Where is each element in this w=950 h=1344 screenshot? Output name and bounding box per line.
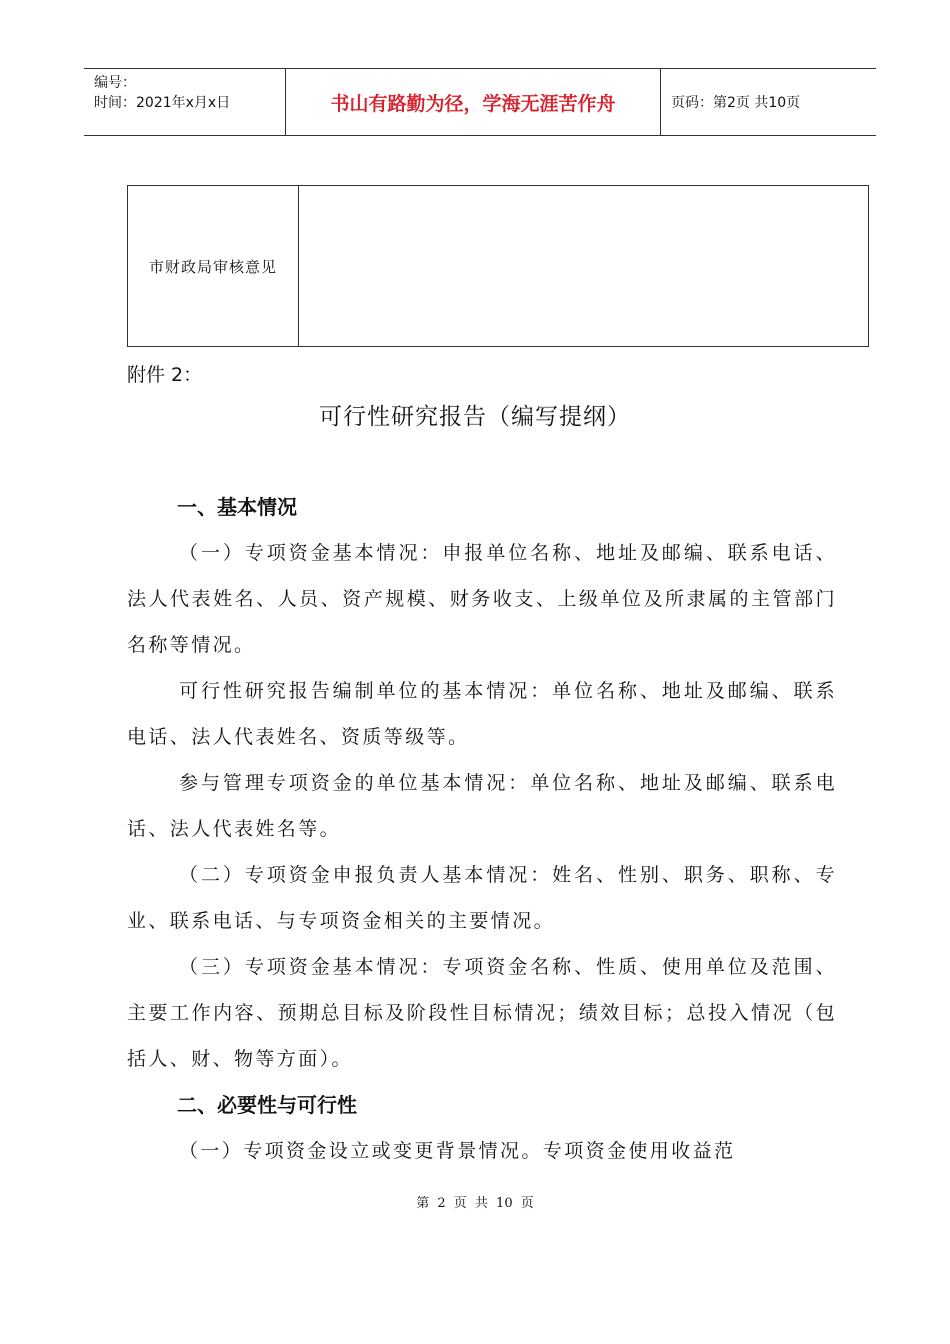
paragraph: 可行性研究报告编制单位的基本情况：单位名称、地址及邮编、联系电话、法人代表姓名、资质等级等。 — [127, 680, 837, 748]
page-header — [84, 68, 876, 136]
review-content-cell — [299, 186, 868, 346]
paragraph: 参与管理专项资金的单位基本情况：单位名称、地址及邮编、联系电话、法人代表姓名等。 — [127, 772, 837, 840]
document-title: 可行性研究报告（编写提纲） — [319, 404, 631, 430]
page-footer: 第 2 页 共 10 页 — [416, 1196, 534, 1211]
attachment-label: 附件 2： — [127, 364, 203, 386]
section-heading: 一、基本情况 — [177, 495, 297, 519]
header-page-info: 页码：第2页 共10页 — [671, 95, 801, 111]
header-motto: 书山有路勤为径，学海无涯苦作舟 — [286, 69, 661, 135]
section-heading: 二、必要性与可行性 — [177, 1093, 357, 1117]
header-meta — [84, 69, 286, 135]
document-number: 编号： — [94, 75, 136, 91]
document-date: 时间：2021年x月x日 — [94, 95, 231, 111]
review-opinion-table — [127, 185, 869, 347]
paragraph: （一）专项资金设立或变更背景情况。专项资金使用收益范 — [179, 1140, 736, 1162]
paragraph: （二）专项资金申报负责人基本情况：姓名、性别、职务、职称、专业、联系电话、与专项资金相关的主要情况。 — [127, 864, 837, 932]
paragraph: （三）专项资金基本情况：专项资金名称、性质、使用单位及范围、主要工作内容、预期总目标及阶段性目标情况；绩效目标；总投入情况（包括人、财、物等方面）。 — [127, 956, 837, 1070]
document-body — [127, 484, 837, 1174]
paragraph: （一）专项资金基本情况：申报单位名称、地址及邮编、联系电话、法人代表姓名、人员、资产规模、财务收支、上级单位及所隶属的主管部门名称等情况。 — [127, 542, 837, 656]
review-label-cell: 市财政局审核意见 — [128, 186, 299, 346]
